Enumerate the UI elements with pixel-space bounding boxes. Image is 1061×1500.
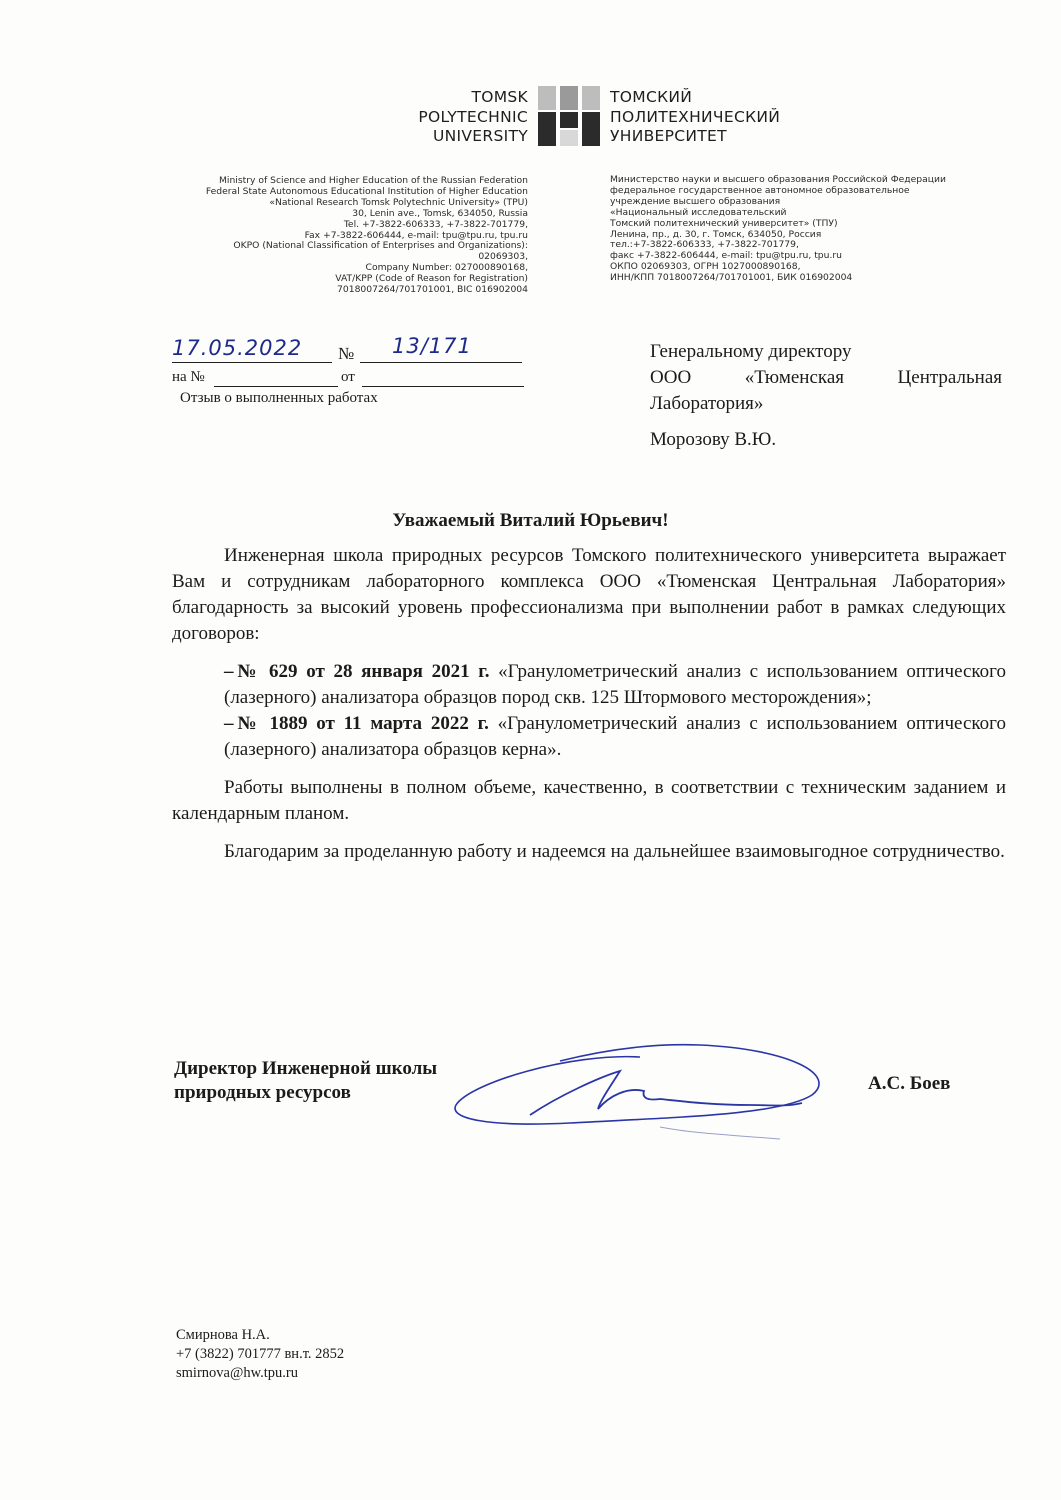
outgoing-date: 17.05.2022 [172, 336, 303, 360]
requisite-line: федеральное государственное автономное образовательное [610, 184, 910, 196]
addressee-name: Морозову В.Ю. [650, 429, 777, 450]
requisite-line: Federal State Autonomous Educational Institution of Higher Education [205, 185, 528, 197]
completion-paragraph: Работы выполнены в полном объеме, качественно, в соответствии с техническим заданием и календарным планом. [172, 777, 1006, 824]
ref-from: от [341, 369, 355, 385]
name-en-line: TOMSK [471, 88, 528, 106]
requisite-line: Министерство науки и высшего образования Российской Федерации [610, 174, 946, 185]
signer-title-line: природных ресурсов [174, 1082, 351, 1103]
ref-prefix: на № [172, 369, 205, 385]
signer-title-line: Директор Инженерной школы [174, 1058, 438, 1079]
signer-name: А.С. Боев [868, 1073, 951, 1094]
requisite-line: Tel. +7-3822-606333, +7-3822-701779, [343, 218, 528, 230]
executor-contact [176, 1326, 344, 1383]
signer-title [174, 1057, 437, 1105]
handwritten-signature [450, 1035, 830, 1145]
requisite-line: «Национальный исследовательский [610, 206, 787, 218]
outgoing-number: 13/171 [392, 334, 472, 358]
university-name-ru [610, 88, 870, 147]
contract-ref: –№ 629 от 28 января 2021 г. [224, 661, 490, 682]
thanks-paragraph: Благодарим за проделанную работу и надеемся на дальнейшее взаимовыгодное сотрудничество. [224, 841, 1005, 862]
addressee-company: ООО «Тюменская Центральная [650, 367, 1002, 388]
letter-subject: Отзыв о выполненных работах [180, 390, 378, 406]
contract-item [172, 711, 1006, 763]
requisite-line: учреждение высшего образования [610, 195, 781, 207]
contract-item [172, 659, 1006, 711]
requisite-line: 30, Lenin ave., Tomsk, 634050, Russia [352, 207, 528, 219]
addressee-position: Генеральному директору [650, 341, 852, 362]
addressee-block [650, 339, 1002, 453]
letter-body [172, 543, 1006, 877]
requisite-line: ИНН/КПП 7018007264/701701001, БИК 016902004 [610, 272, 853, 284]
requisite-line: факс +7-3822-606444, e-mail: tpu@tpu.ru, tpu.ru [610, 250, 842, 262]
ref-number-underline [214, 386, 338, 387]
addressee-company-cont: Лаборатория» [650, 393, 764, 414]
requisite-line: Fax +7-3822-606444, e-mail: tpu@tpu.ru, tpu.ru [304, 229, 528, 241]
contract-text: «Гранулометрический анализ с использованием оптического (лазерного) анализатора образцов керна». [224, 713, 1006, 760]
greeting: Уважаемый Виталий Юрьевич! [392, 510, 669, 531]
executor-email: smirnova@hw.tpu.ru [176, 1365, 298, 1381]
requisite-line: 7018007264/701701001, BIC 016902004 [337, 284, 528, 296]
name-en-line: POLYTECHNIC [418, 107, 528, 126]
name-ru-line: ПОЛИТЕХНИЧЕСКИЙ [610, 107, 781, 126]
requisites-ru [610, 175, 970, 284]
requisite-line: Ministry of Science and Higher Education of the Russian Federation [218, 175, 528, 186]
requisites-en [160, 176, 528, 296]
intro-paragraph: Инженерная школа природных ресурсов Томского политехнического университета выражает Вам и сотрудникам лабораторного комплекса ООО «Тюменская Центральная Лаборатория» благодарность за высокий уровень профессионализма при выполнении работ в рамках следующих договоров: [172, 545, 1006, 644]
requisite-line: тел.:+7-3822-606333, +7-3822-701779, [610, 239, 799, 251]
requisite-line: Company Number: 027000890168, [365, 262, 528, 274]
requisite-line: ОКПО 02069303, ОГРН 1027000890168, [610, 261, 801, 273]
contract-text: «Гранулометрический анализ с использованием оптического (лазерного) анализатора образцов пород скв. 125 Штормового месторождения»; [224, 661, 1006, 708]
contract-ref: –№ 1889 от 11 марта 2022 г. [224, 713, 489, 734]
requisite-line: 02069303, [478, 251, 528, 263]
executor-phone: +7 (3822) 701777 вн.т. 2852 [176, 1346, 345, 1362]
requisite-line: «National Research Tomsk Polytechnic University» (TPU) [269, 196, 528, 208]
university-name-en [380, 88, 528, 147]
requisite-line: OKPO (National Classification of Enterprises and Organizations): [233, 240, 528, 252]
tpu-logo-icon [538, 86, 600, 146]
name-en-line: UNIVERSITY [432, 127, 528, 145]
requisite-line: Томский политехнический университет» (ТПУ) [610, 217, 838, 229]
requisite-line: Ленина, пр., д. 30, г. Томск, 634050, Россия [610, 228, 822, 240]
number-sign: № [338, 344, 355, 363]
number-underline [360, 362, 522, 363]
executor-name: Смирнова Н.А. [176, 1327, 270, 1343]
requisite-line: VAT/KPP (Code of Reason for Registration) [335, 273, 528, 285]
ref-date-underline [362, 386, 524, 387]
name-ru-line: УНИВЕРСИТЕТ [610, 127, 727, 145]
name-ru-line: ТОМСКИЙ [610, 88, 693, 106]
date-underline [172, 362, 332, 363]
